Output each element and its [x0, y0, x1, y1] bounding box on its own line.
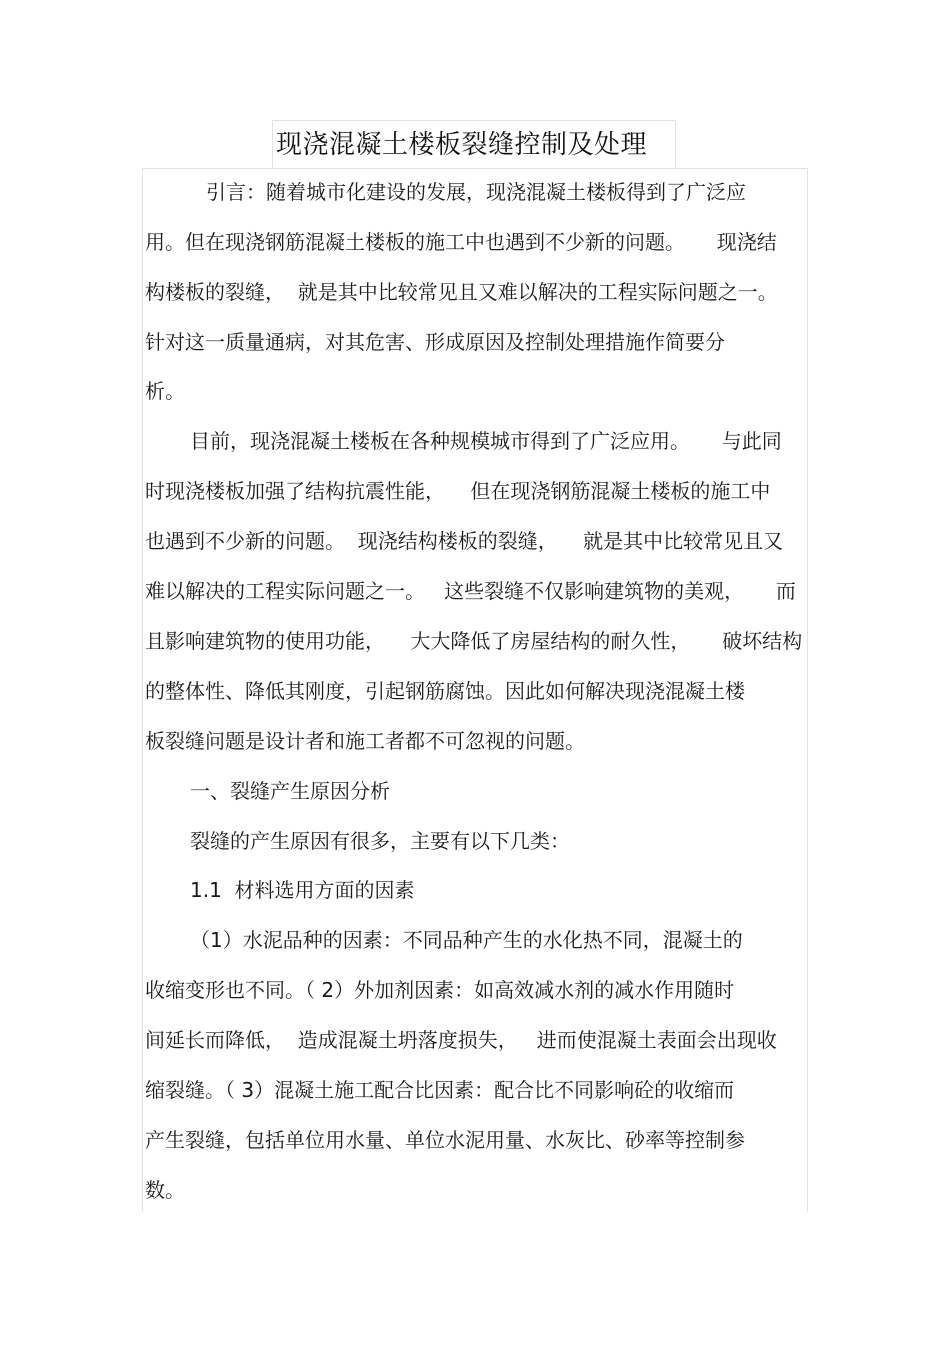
- body-line: 也遇到不少新的问题。 现浇结构楼板的裂缝， 就是其中比较常见且又: [145, 529, 784, 553]
- body-line: （1）水泥品种的因素：不同品种产生的水化热不同，混凝土的: [190, 928, 743, 952]
- document-title: 现浇混凝土楼板裂缝控制及处理: [276, 130, 648, 160]
- body-line: 针对这一质量通病，对其危害、形成原因及控制处理措施作简要分: [145, 330, 725, 354]
- body-line: 难以解决的工程实际问题之一。 这些裂缝不仅影响建筑物的美观， 而: [145, 579, 796, 603]
- body-line: 缩裂缝。（ 3）混凝土施工配合比因素：配合比不同影响砼的收缩而: [145, 1078, 735, 1102]
- body-line: 析。: [145, 379, 185, 403]
- body-line: 的整体性、降低其刚度，引起钢筋腐蚀。因此如何解决现浇混凝土楼: [145, 679, 745, 703]
- body-line: 产生裂缝，包括单位用水量、单位水泥用量、水灰比、砂率等控制参: [145, 1128, 745, 1152]
- body-line: 构楼板的裂缝， 就是其中比较常见且又难以解决的工程实际问题之一。: [145, 280, 778, 304]
- body-line: 板裂缝问题是设计者和施工者都不可忽视的问题。: [145, 729, 585, 753]
- body-line: 收缩变形也不同。（ 2）外加剂因素：如高效减水剂的减水作用随时: [145, 978, 735, 1002]
- body-line: 裂缝的产生原因有很多，主要有以下几类：: [190, 829, 570, 853]
- subsection-heading: 1.1 材料选用方面的因素: [190, 878, 415, 902]
- body-line: 数。: [145, 1178, 185, 1202]
- body-line: 且影响建筑物的使用功能， 大大降低了房屋结构的耐久性， 破坏结构: [145, 629, 803, 653]
- body-line: 用。但在现浇钢筋混凝土楼板的施工中也遇到不少新的问题。 现浇结: [145, 230, 777, 254]
- body-line: 引言：随着城市化建设的发展，现浇混凝土楼板得到了广泛应: [206, 180, 746, 204]
- body-line: 时现浇楼板加强了结构抗震性能， 但在现浇钢筋混凝土楼板的施工中: [145, 479, 771, 503]
- section-heading: 一、裂缝产生原因分析: [190, 779, 390, 803]
- body-line: 目前，现浇混凝土楼板在各种规模城市得到了广泛应用。 与此同: [190, 429, 782, 453]
- body-line: 间延长而降低， 造成混凝土坍落度损失， 进而使混凝土表面会出现收: [145, 1028, 777, 1052]
